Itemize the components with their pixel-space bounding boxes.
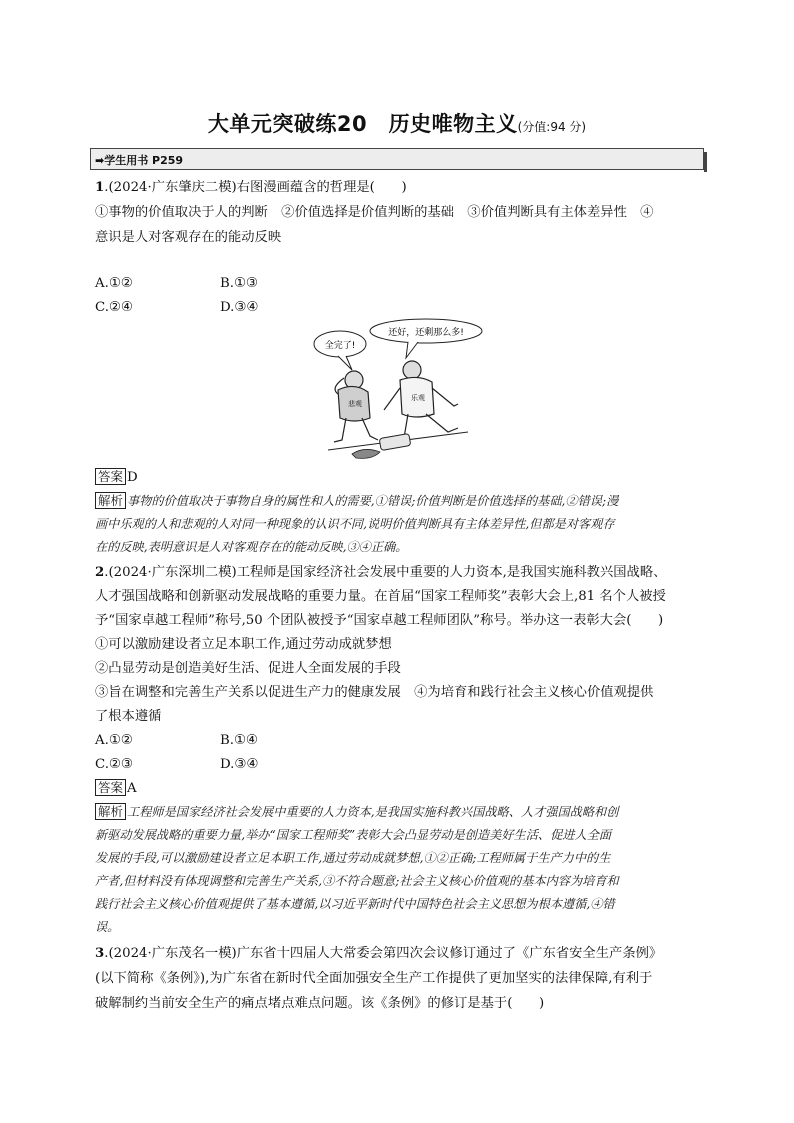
q1-option-a[interactable]: A.①② — [95, 276, 133, 291]
q2-analysis-line1: 解析 工程师是国家经济社会发展中重要的人力资本,是我国实施科教兴国战略、人才强国战略和创 — [95, 801, 618, 823]
q1-analysis-line3: 在的反映,表明意识是人对客观存在的能动反映,③④正确。 — [95, 540, 408, 554]
q1-option-d[interactable]: D.③④ — [220, 300, 259, 315]
q1-number: 1 — [95, 180, 105, 195]
q2-analysis-line6: 误。 — [95, 920, 120, 934]
q2-statement-1: ①可以激励建设者立足本职工作,通过劳动成就梦想 — [95, 637, 392, 652]
bubble-right-text: 还好，还剩那么多! — [388, 328, 464, 338]
q3-stem-line2: (以下简称《条例》),为广东省在新时代全面加强安全生产工作提供了更加坚实的法律保障,有利于 — [95, 971, 653, 986]
q2-stem-line3: 予“国家卓越工程师”称号,50 个团队被授予“国家卓越工程师团队”称号。举办这一表彰大会( ) — [95, 613, 664, 628]
q2-answer — [95, 779, 137, 799]
bubble-left-text: 全完了! — [324, 341, 356, 351]
answer-tag: 答案 — [95, 779, 126, 796]
q2-analysis-line3: 发展的手段,可以激励建设者立足本职工作,通过劳动成就梦想,①②正确;工程师属于生产力中的生 — [95, 851, 611, 865]
q2-statement-3-4: ③旨在调整和完善生产关系以促进生产力的健康发展 ④为培育和践行社会主义核心价值观提供 — [95, 685, 654, 700]
q2-answer-value: A — [127, 781, 137, 796]
title-main: 大单元突破练20 历史唯物主义 — [207, 112, 518, 136]
q2-analysis-line2: 新驱动发展战略的重要力量,举办“国家工程师奖”表彰大会凸显劳动是创造美好生活、促进人全面 — [95, 828, 612, 842]
analysis-tag: 解析 — [95, 803, 126, 820]
q1-statements-line1: ①事物的价值取决于人的判断 ②价值选择是价值判断的基础 ③价值判断具有主体差异性 ④ — [95, 205, 654, 220]
q2-statement-4-cont: 了根本遵循 — [95, 709, 162, 724]
q2-stem-line2: 人才强国战略和创新驱动发展战略的重要力量。在首届“国家工程师奖”表彰大会上,81 名个人被授 — [95, 589, 666, 604]
q2-option-b[interactable]: B.①④ — [220, 733, 258, 748]
label-optimist: 乐观 — [411, 394, 425, 402]
q2-option-c[interactable]: C.②③ — [95, 757, 133, 772]
q1-analysis-line2: 画中乐观的人和悲观的人对同一种现象的认识不同,说明价值判断具有主体差异性,但都是对客观存 — [95, 517, 615, 531]
speech-bubble-left — [314, 331, 366, 370]
q3-stem-line3: 破解制约当前安全生产的痛点堵点难点问题。该《条例》的修订是基于( ) — [95, 996, 545, 1011]
q2-stem-line1: 2.(2024·广东深圳二模)工程师是国家经济社会发展中重要的人力资本,是我国实施科教兴国战略、 — [95, 565, 667, 580]
answer-tag: 答案 — [95, 468, 126, 485]
reference-label: ➡学生用书 P259 — [95, 154, 184, 167]
speech-bubble-right — [370, 319, 482, 358]
q2-analysis-line5: 践行社会主义核心价值观提供了基本遵循,以习近平新时代中国特色社会主义思想为根本遵循,④错 — [95, 897, 615, 911]
q1-option-b[interactable]: B.①③ — [220, 276, 258, 291]
q1-answer — [95, 468, 138, 488]
q2-number: 2 — [95, 565, 105, 580]
q2-option-a[interactable]: A.①② — [95, 733, 133, 748]
q1-option-c[interactable]: C.②④ — [95, 300, 133, 315]
title-score: (分值:94 分) — [517, 120, 587, 134]
q1-answer-value: D — [127, 470, 138, 485]
q2-option-d[interactable]: D.③④ — [220, 757, 259, 772]
q3-stem-line1: 3.(2024·广东茂名一模)广东省十四届人大常委会第四次会议修订通过了《广东省安全生产条例》 — [95, 946, 663, 961]
cartoon-illustration — [308, 318, 488, 464]
page-title — [0, 108, 794, 138]
optimist-figure — [384, 361, 458, 442]
q1-statements-line2: 意识是人对客观存在的能动反映 — [95, 230, 282, 245]
q1-analysis-line1: 解析 事物的价值取决于事物自身的属性和人的需要,①错误;价值判断是价值选择的基础,②错误;漫 — [95, 490, 618, 512]
spilled-cup-icon — [328, 432, 468, 458]
analysis-tag: 解析 — [95, 492, 126, 509]
reference-bar — [90, 148, 704, 170]
q3-number: 3 — [95, 946, 105, 961]
q2-statement-2: ②凸显劳动是创造美好生活、促进人全面发展的手段 — [95, 661, 401, 676]
pessimist-figure — [334, 371, 378, 442]
label-pessimist: 悲观 — [348, 400, 362, 408]
q2-analysis-line4: 产者,但材料没有体现调整和完善生产关系,③不符合题意;社会主义核心价值观的基本内容为培育和 — [95, 874, 619, 888]
q1-stem: 1.(2024·广东肇庆二模)右图漫画蕴含的哲理是( ) — [95, 180, 407, 195]
